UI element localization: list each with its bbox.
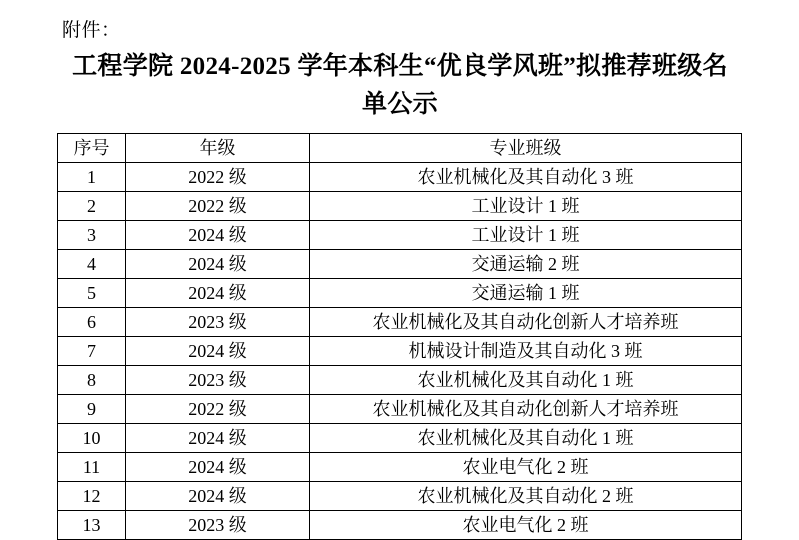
- cell-major: 交通运输 1 班: [310, 279, 742, 308]
- table-header-row: [58, 134, 742, 163]
- table-body: [58, 163, 742, 540]
- cell-no: 9: [58, 395, 126, 424]
- table-row: [58, 279, 742, 308]
- cell-grade: 2024 级: [126, 279, 310, 308]
- column-header-no: 序号: [58, 134, 126, 163]
- cell-grade: 2022 级: [126, 192, 310, 221]
- cell-no: 3: [58, 221, 126, 250]
- cell-major: 农业机械化及其自动化 3 班: [310, 163, 742, 192]
- cell-no: 8: [58, 366, 126, 395]
- table-row: [58, 337, 742, 366]
- table-row: [58, 424, 742, 453]
- cell-major: 农业机械化及其自动化创新人才培养班: [310, 395, 742, 424]
- cell-grade: 2022 级: [126, 395, 310, 424]
- cell-grade: 2023 级: [126, 366, 310, 395]
- table-row: [58, 221, 742, 250]
- cell-grade: 2024 级: [126, 221, 310, 250]
- page-title: 工程学院 2024-2025 学年本科生“优良学风班”拟推荐班级名单公示: [72, 53, 728, 118]
- cell-major: 工业设计 1 班: [310, 221, 742, 250]
- cell-no: 6: [58, 308, 126, 337]
- table-row: [58, 511, 742, 540]
- table-row: [58, 192, 742, 221]
- column-header-grade: 年级: [126, 134, 310, 163]
- cell-no: 2: [58, 192, 126, 221]
- table-row: [58, 453, 742, 482]
- cell-grade: 2024 级: [126, 453, 310, 482]
- cell-grade: 2024 级: [126, 337, 310, 366]
- cell-grade: 2023 级: [126, 308, 310, 337]
- cell-major: 农业机械化及其自动化 2 班: [310, 482, 742, 511]
- cell-major: 农业机械化及其自动化创新人才培养班: [310, 308, 742, 337]
- cell-grade: 2022 级: [126, 163, 310, 192]
- column-header-major: 专业班级: [310, 134, 742, 163]
- cell-grade: 2024 级: [126, 482, 310, 511]
- table-row: [58, 308, 742, 337]
- cell-major: 农业电气化 2 班: [310, 511, 742, 540]
- cell-grade: 2024 级: [126, 250, 310, 279]
- cell-no: 4: [58, 250, 126, 279]
- table-row: [58, 366, 742, 395]
- cell-no: 7: [58, 337, 126, 366]
- class-list-table: [57, 133, 742, 540]
- cell-grade: 2023 级: [126, 511, 310, 540]
- cell-major: 机械设计制造及其自动化 3 班: [310, 337, 742, 366]
- cell-no: 5: [58, 279, 126, 308]
- cell-major: 农业机械化及其自动化 1 班: [310, 366, 742, 395]
- cell-major: 农业机械化及其自动化 1 班: [310, 424, 742, 453]
- cell-no: 11: [58, 453, 126, 482]
- table-row: [58, 482, 742, 511]
- table-header: [58, 134, 742, 163]
- cell-no: 1: [58, 163, 126, 192]
- cell-no: 12: [58, 482, 126, 511]
- class-list-table-wrapper: [57, 133, 741, 540]
- cell-major: 农业电气化 2 班: [310, 453, 742, 482]
- cell-no: 13: [58, 511, 126, 540]
- cell-major: 交通运输 2 班: [310, 250, 742, 279]
- table-row: [58, 163, 742, 192]
- cell-major: 工业设计 1 班: [310, 192, 742, 221]
- cell-no: 10: [58, 424, 126, 453]
- table-row: [58, 395, 742, 424]
- attachment-label: 附件：: [62, 20, 121, 41]
- cell-grade: 2024 级: [126, 424, 310, 453]
- table-row: [58, 250, 742, 279]
